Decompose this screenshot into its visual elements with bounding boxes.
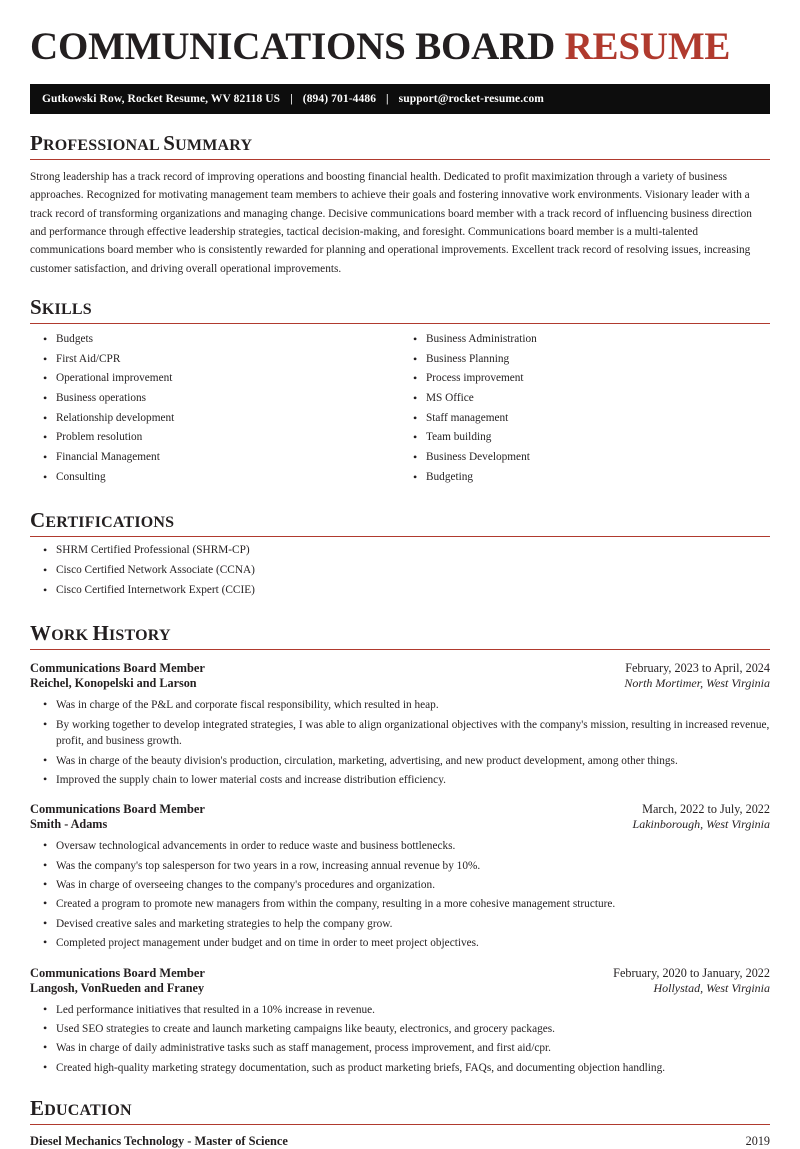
job-header-row	[30, 966, 770, 981]
job-subheader-row	[30, 981, 770, 996]
job-company: Langosh, VonRueden and Franey	[30, 980, 205, 995]
job-dates: February, 2023 to April, 2024	[625, 661, 770, 676]
job-header-row	[30, 802, 770, 817]
job-subheader-row	[30, 676, 770, 691]
summary-title-rest: ROFESSIONAL	[43, 137, 164, 155]
job-dates: February, 2020 to January, 2022	[613, 965, 770, 980]
contact-address: Gutkowski Row, Rocket Resume, WV 82118 US	[42, 93, 281, 106]
contact-separator-1: |	[290, 93, 293, 106]
list-item: • Improved the supply chain to lower material costs and increase distribution efficiency.	[56, 772, 770, 791]
job-company: Smith - Adams	[30, 817, 108, 832]
job-subheader-row	[30, 817, 770, 832]
certifications-list	[30, 545, 770, 604]
contact-phone[interactable]: (894) 701-4486	[302, 93, 377, 106]
job-location: North Mortimer, West Virginia	[624, 676, 770, 691]
list-item: • By working together to develop integrated strategies, I was able to align organizational objectives with the company's mission, resulting in increased revenue, profit, and business growth.	[56, 717, 770, 753]
summary-title-cap2: S	[163, 131, 176, 156]
list-item: • Oversaw technological advancements in order to reduce waste and business bottlenecks.	[56, 838, 770, 857]
page-title-accent: RESUME	[564, 25, 731, 68]
skills-column-left	[30, 332, 400, 492]
section-work-history	[30, 621, 770, 1079]
education-title-cap: E	[30, 1096, 45, 1121]
work-history-entry	[30, 661, 770, 791]
section-title-certifications	[30, 508, 770, 533]
section-professional-summary	[30, 131, 770, 278]
list-item: • Business Planning	[426, 354, 770, 374]
list-item: • SHRM Certified Professional (SHRM-CP)	[56, 545, 770, 565]
contact-separator-2: |	[386, 93, 389, 106]
list-item: • First Aid/CPR	[56, 354, 400, 374]
list-item: • Created high-quality marketing strategy documentation, such as product marketing briefs, FAQs, and documenting objection handling.	[56, 1060, 770, 1079]
education-title-rest: DUCATION	[44, 1102, 132, 1120]
list-item: • Staff management	[426, 413, 770, 433]
skills-column-right	[400, 332, 770, 492]
work-title-rest2: ISTORY	[109, 627, 171, 645]
list-item: • Was in charge of daily administrative tasks such as staff management, process improvement, and first aid/cpr.	[56, 1040, 770, 1059]
list-item: • Led performance initiatives that resulted in a 10% increase in revenue.	[56, 1002, 770, 1021]
skills-list-left	[30, 334, 400, 492]
job-dates: March, 2022 to July, 2022	[642, 802, 770, 817]
list-item: • Business Development	[426, 452, 770, 472]
work-title-cap: W	[30, 621, 52, 646]
skills-title-cap: S	[30, 294, 42, 319]
list-item: • Was in charge of overseeing changes to the company's procedures and organization.	[56, 877, 770, 896]
contact-email[interactable]: support@rocket-resume.com	[398, 93, 544, 106]
list-item: • Budgets	[56, 334, 400, 354]
work-history-entry	[30, 966, 770, 1080]
job-bullets	[30, 697, 770, 791]
list-item: • Completed project management under budget and on time in order to meet project objectives.	[56, 935, 770, 954]
job-location: Lakinborough, West Virginia	[632, 817, 770, 832]
list-item: • Business operations	[56, 393, 400, 413]
section-divider	[30, 649, 770, 650]
list-item: • Was in charge of the P&L and corporate fiscal responsibility, which resulted in heap.	[56, 697, 770, 716]
section-title-work-history	[30, 621, 770, 646]
work-title-rest: ORK	[51, 627, 93, 645]
section-education	[30, 1096, 770, 1149]
list-item: • Was the company's top salesperson for two years in a row, increasing annual revenue by 10%.	[56, 858, 770, 877]
certifications-title-rest: ERTIFICATIONS	[45, 514, 175, 532]
work-history-entry	[30, 802, 770, 954]
list-item: • Relationship development	[56, 413, 400, 433]
work-title-cap2: H	[92, 621, 109, 646]
page-title	[30, 26, 770, 68]
list-item: • Cisco Certified Network Associate (CCNA)	[56, 565, 770, 585]
certifications-title-cap: C	[30, 508, 46, 533]
list-item: • Consulting	[56, 472, 400, 492]
list-item: • Devised creative sales and marketing strategies to help the company grow.	[56, 916, 770, 935]
section-divider	[30, 323, 770, 324]
section-title-education	[30, 1096, 770, 1121]
job-header-row	[30, 661, 770, 676]
job-title: Communications Board Member	[30, 965, 205, 980]
section-title-professional-summary	[30, 131, 770, 156]
section-skills	[30, 295, 770, 492]
skills-columns	[30, 332, 770, 492]
list-item: • Team building	[426, 432, 770, 452]
section-divider	[30, 159, 770, 160]
skills-list-right	[400, 334, 770, 492]
section-title-skills	[30, 295, 770, 320]
job-bullets	[30, 1002, 770, 1080]
section-divider	[30, 1124, 770, 1125]
list-item: • Budgeting	[426, 472, 770, 492]
section-certifications	[30, 508, 770, 604]
list-item: • Financial Management	[56, 452, 400, 472]
page-title-main: COMMUNICATIONS BOARD	[30, 25, 565, 68]
skills-title-rest: KILLS	[41, 300, 92, 318]
list-item: • Process improvement	[426, 373, 770, 393]
list-item: • Was in charge of the beauty division's production, circulation, marketing, advertising, and new product development, among other things.	[56, 753, 770, 772]
list-item: • MS Office	[426, 393, 770, 413]
job-title: Communications Board Member	[30, 802, 205, 817]
education-year: 2019	[745, 1134, 770, 1149]
job-title: Communications Board Member	[30, 661, 205, 676]
education-entry	[30, 1134, 770, 1149]
summary-text: Strong leadership has a track record of improving operations and boosting financial health. Dedicated to profit maximization through a variety of business approaches. Recognized for motivating management team members to achieve their goals and fostering innovative work environments. Visionary leader with a track record of transforming organizations and managing change. Decisive communications board member with a track record of influencing business direction and performance through effective leadership strategies, tactical decision-making, and foresight. Communications board member is a multi-talented communications board member who is consistently rewarded for planning and operational improvements. Excellent track record of resolving issues, increasing customer satisfaction, and driving overall operational improvements.	[30, 171, 752, 275]
contact-bar	[30, 84, 770, 114]
summary-title-rest2: UMMARY	[175, 137, 253, 155]
job-company: Reichel, Konopelski and Larson	[30, 676, 197, 691]
list-item: • Operational improvement	[56, 373, 400, 393]
list-item: • Cisco Certified Internetwork Expert (CCIE)	[56, 585, 770, 605]
list-item: • Business Administration	[426, 334, 770, 354]
summary-title-cap: P	[30, 131, 44, 156]
education-title: Diesel Mechanics Technology - Master of Science	[30, 1134, 288, 1149]
list-item: • Created a program to promote new managers from within the company, resulting in a more cohesive management structure.	[56, 896, 770, 915]
job-location: Hollystad, West Virginia	[653, 980, 770, 995]
job-bullets	[30, 838, 770, 954]
section-divider	[30, 536, 770, 537]
list-item: • Problem resolution	[56, 432, 400, 452]
list-item: • Used SEO strategies to create and launch marketing campaigns like beauty, electronics, and grocery packages.	[56, 1021, 770, 1040]
